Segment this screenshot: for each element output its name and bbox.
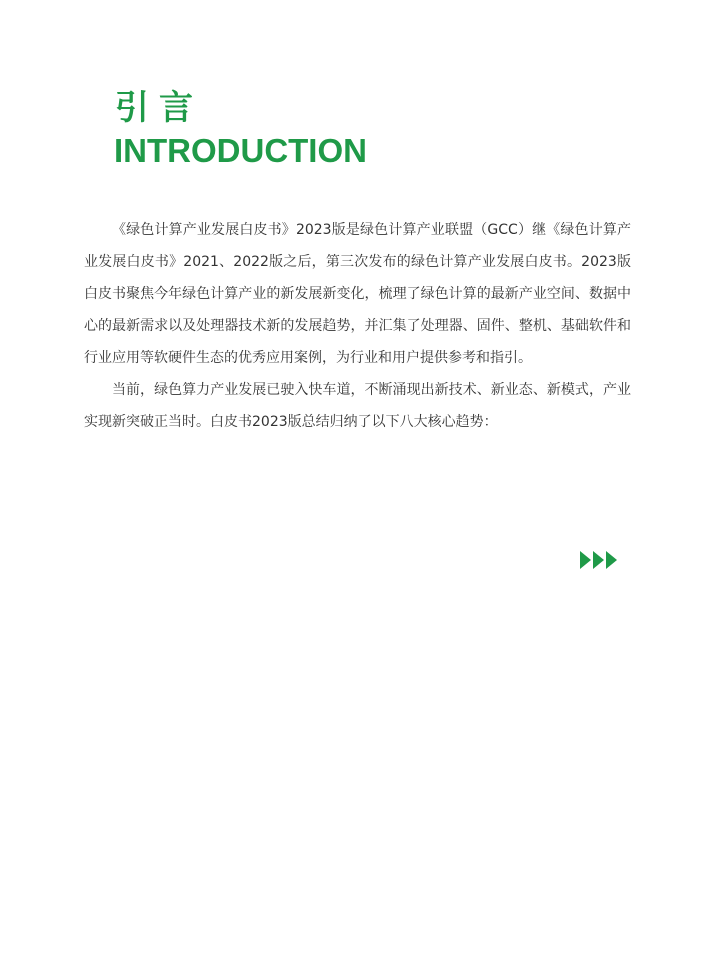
page-title-chinese: 引言 (115, 88, 203, 128)
page-title-english: INTRODUCTION (114, 132, 367, 169)
paragraph-1: 《绿色计算产业发展白皮书》2023版是绿色计算产业联盟（GCC）继《绿色计算产业发展白皮书》2021、2022版之后，第三次发布的绿色计算产业发展白皮书。2023版白皮书聚焦今年绿色计算产业的新发展新变化，梳理了绿色计算的最新产业空间、数据中心的最新需求以及处理器技术新的发展趋势，并汇集了处理器、固件、整机、基础软件和行业应用等软硬件生态的优秀应用案例，为行业和用户提供参考和指引。 (84, 222, 631, 366)
paragraph-2: 当前，绿色算力产业发展已驶入快车道，不断涌现出新技术、新业态、新模式，产业实现新突破正当时。白皮书2023版总结归纳了以下八大核心趋势： (84, 382, 631, 430)
introduction-body (84, 214, 631, 438)
triple-chevron-right-icon (580, 551, 618, 569)
